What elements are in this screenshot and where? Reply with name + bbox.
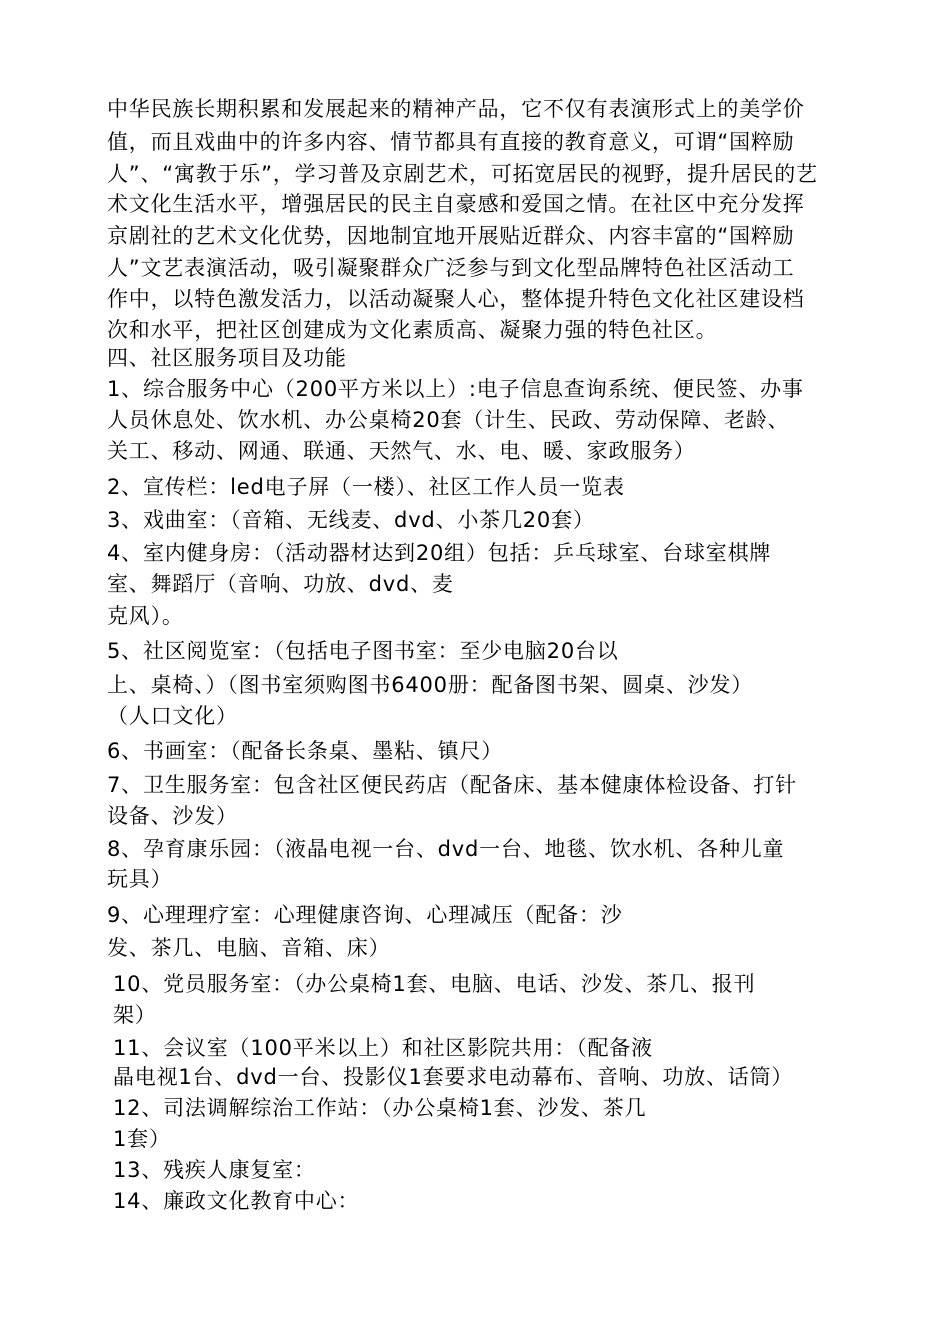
item-line: 10、党员服务室：（办公桌椅1套、电脑、电话、沙发、茶几、报刊 <box>113 972 756 996</box>
item-line: 克风）。 <box>107 604 184 628</box>
item-line: 关工、移动、网通、联通、天然气、水、电、暖、家政服务） <box>107 439 696 463</box>
item-line: 架） <box>113 1003 157 1027</box>
intro-line: 中华民族长期积累和发展起来的精神产品，它不仅有表演形式上的美学价 <box>107 97 805 121</box>
intro-line: 术文化生活水平，增强居民的民主自豪感和爱国之情。在社区中充分发挥 <box>107 192 805 216</box>
item-line: 玩具） <box>107 867 173 891</box>
intro-line: 值，而且戏曲中的许多内容、情节都具有直接的教育意义，可谓“国粹励 <box>107 130 795 154</box>
item-line: 2、宣传栏：led电子屏（一楼）、社区工作人员一览表 <box>107 475 625 499</box>
section-heading: 四、社区服务项目及功能 <box>107 346 347 370</box>
item-line: 8、孕育康乐园：（液晶电视一台、dvd一台、地毯、饮水机、各种儿童 <box>107 837 785 861</box>
item-line: 晶电视1台、dvd一台、投影仪1套要求电动幕布、音响、功放、话筒） <box>113 1065 794 1089</box>
item-line: 设备、沙发） <box>107 804 238 828</box>
intro-line: 人”、“寓教于乐”，学习普及京剧艺术，可拓宽居民的视野，提升居民的艺 <box>107 162 818 186</box>
item-line: 发、茶几、电脑、音箱、床） <box>107 936 391 960</box>
item-line: 3、戏曲室：（音箱、无线麦、dvd、小茶几20套） <box>107 508 595 532</box>
item-line: 6、书画室：（配备长条桌、墨粘、镇尺） <box>107 739 504 763</box>
item-line: 9、心理理疗室：心理健康咨询、心理减压（配备：沙 <box>107 903 623 927</box>
intro-line: 京剧社的艺术文化优势，因地制宜地开展贴近群众、内容丰富的“国粹励 <box>107 224 795 248</box>
item-line: 11、会议室（100平米以上）和社区影院共用：（配备液 <box>113 1036 653 1060</box>
item-line: 5、社区阅览室：（包括电子图书室：至少电脑20台以 <box>107 639 619 663</box>
item-line: 13、残疾人康复室： <box>113 1158 316 1182</box>
item-line: 人员休息处、饮水机、办公桌椅20套（计生、民政、劳动保障、老龄、 <box>107 408 790 432</box>
item-line: 12、司法调解综治工作站：（办公桌椅1套、沙发、茶几 <box>113 1096 647 1120</box>
item-line: 上、桌椅、）（图书室须购图书6400册：配备图书架、圆桌、沙发） <box>107 673 754 697</box>
item-line: 7、卫生服务室：包含社区便民药店（配备床、基本健康体检设备、打针 <box>107 773 797 797</box>
item-line: （人口文化） <box>107 704 238 728</box>
intro-line: 人”文艺表演活动，吸引凝聚群众广泛参与到文化型品牌特色社区活动工 <box>107 256 795 280</box>
item-line: 4、室内健身房：（活动器材达到20组）包括：乒乓球室、台球室棋牌 <box>107 541 772 565</box>
intro-line: 作中，以特色激发活力，以活动凝聚人心，整体提升特色文化社区建设档 <box>107 287 805 311</box>
intro-line: 次和水平，把社区创建成为文化素质高、凝聚力强的特色社区。 <box>107 318 718 342</box>
item-line: 14、廉政文化教育中心： <box>113 1189 360 1213</box>
item-line: 室、舞蹈厅（音响、功放、dvd、麦 <box>107 572 454 596</box>
item-line: 1、综合服务中心（200平方米以上）:电子信息查询系统、便民签、办事 <box>107 377 804 401</box>
item-line: 1套） <box>113 1127 171 1151</box>
